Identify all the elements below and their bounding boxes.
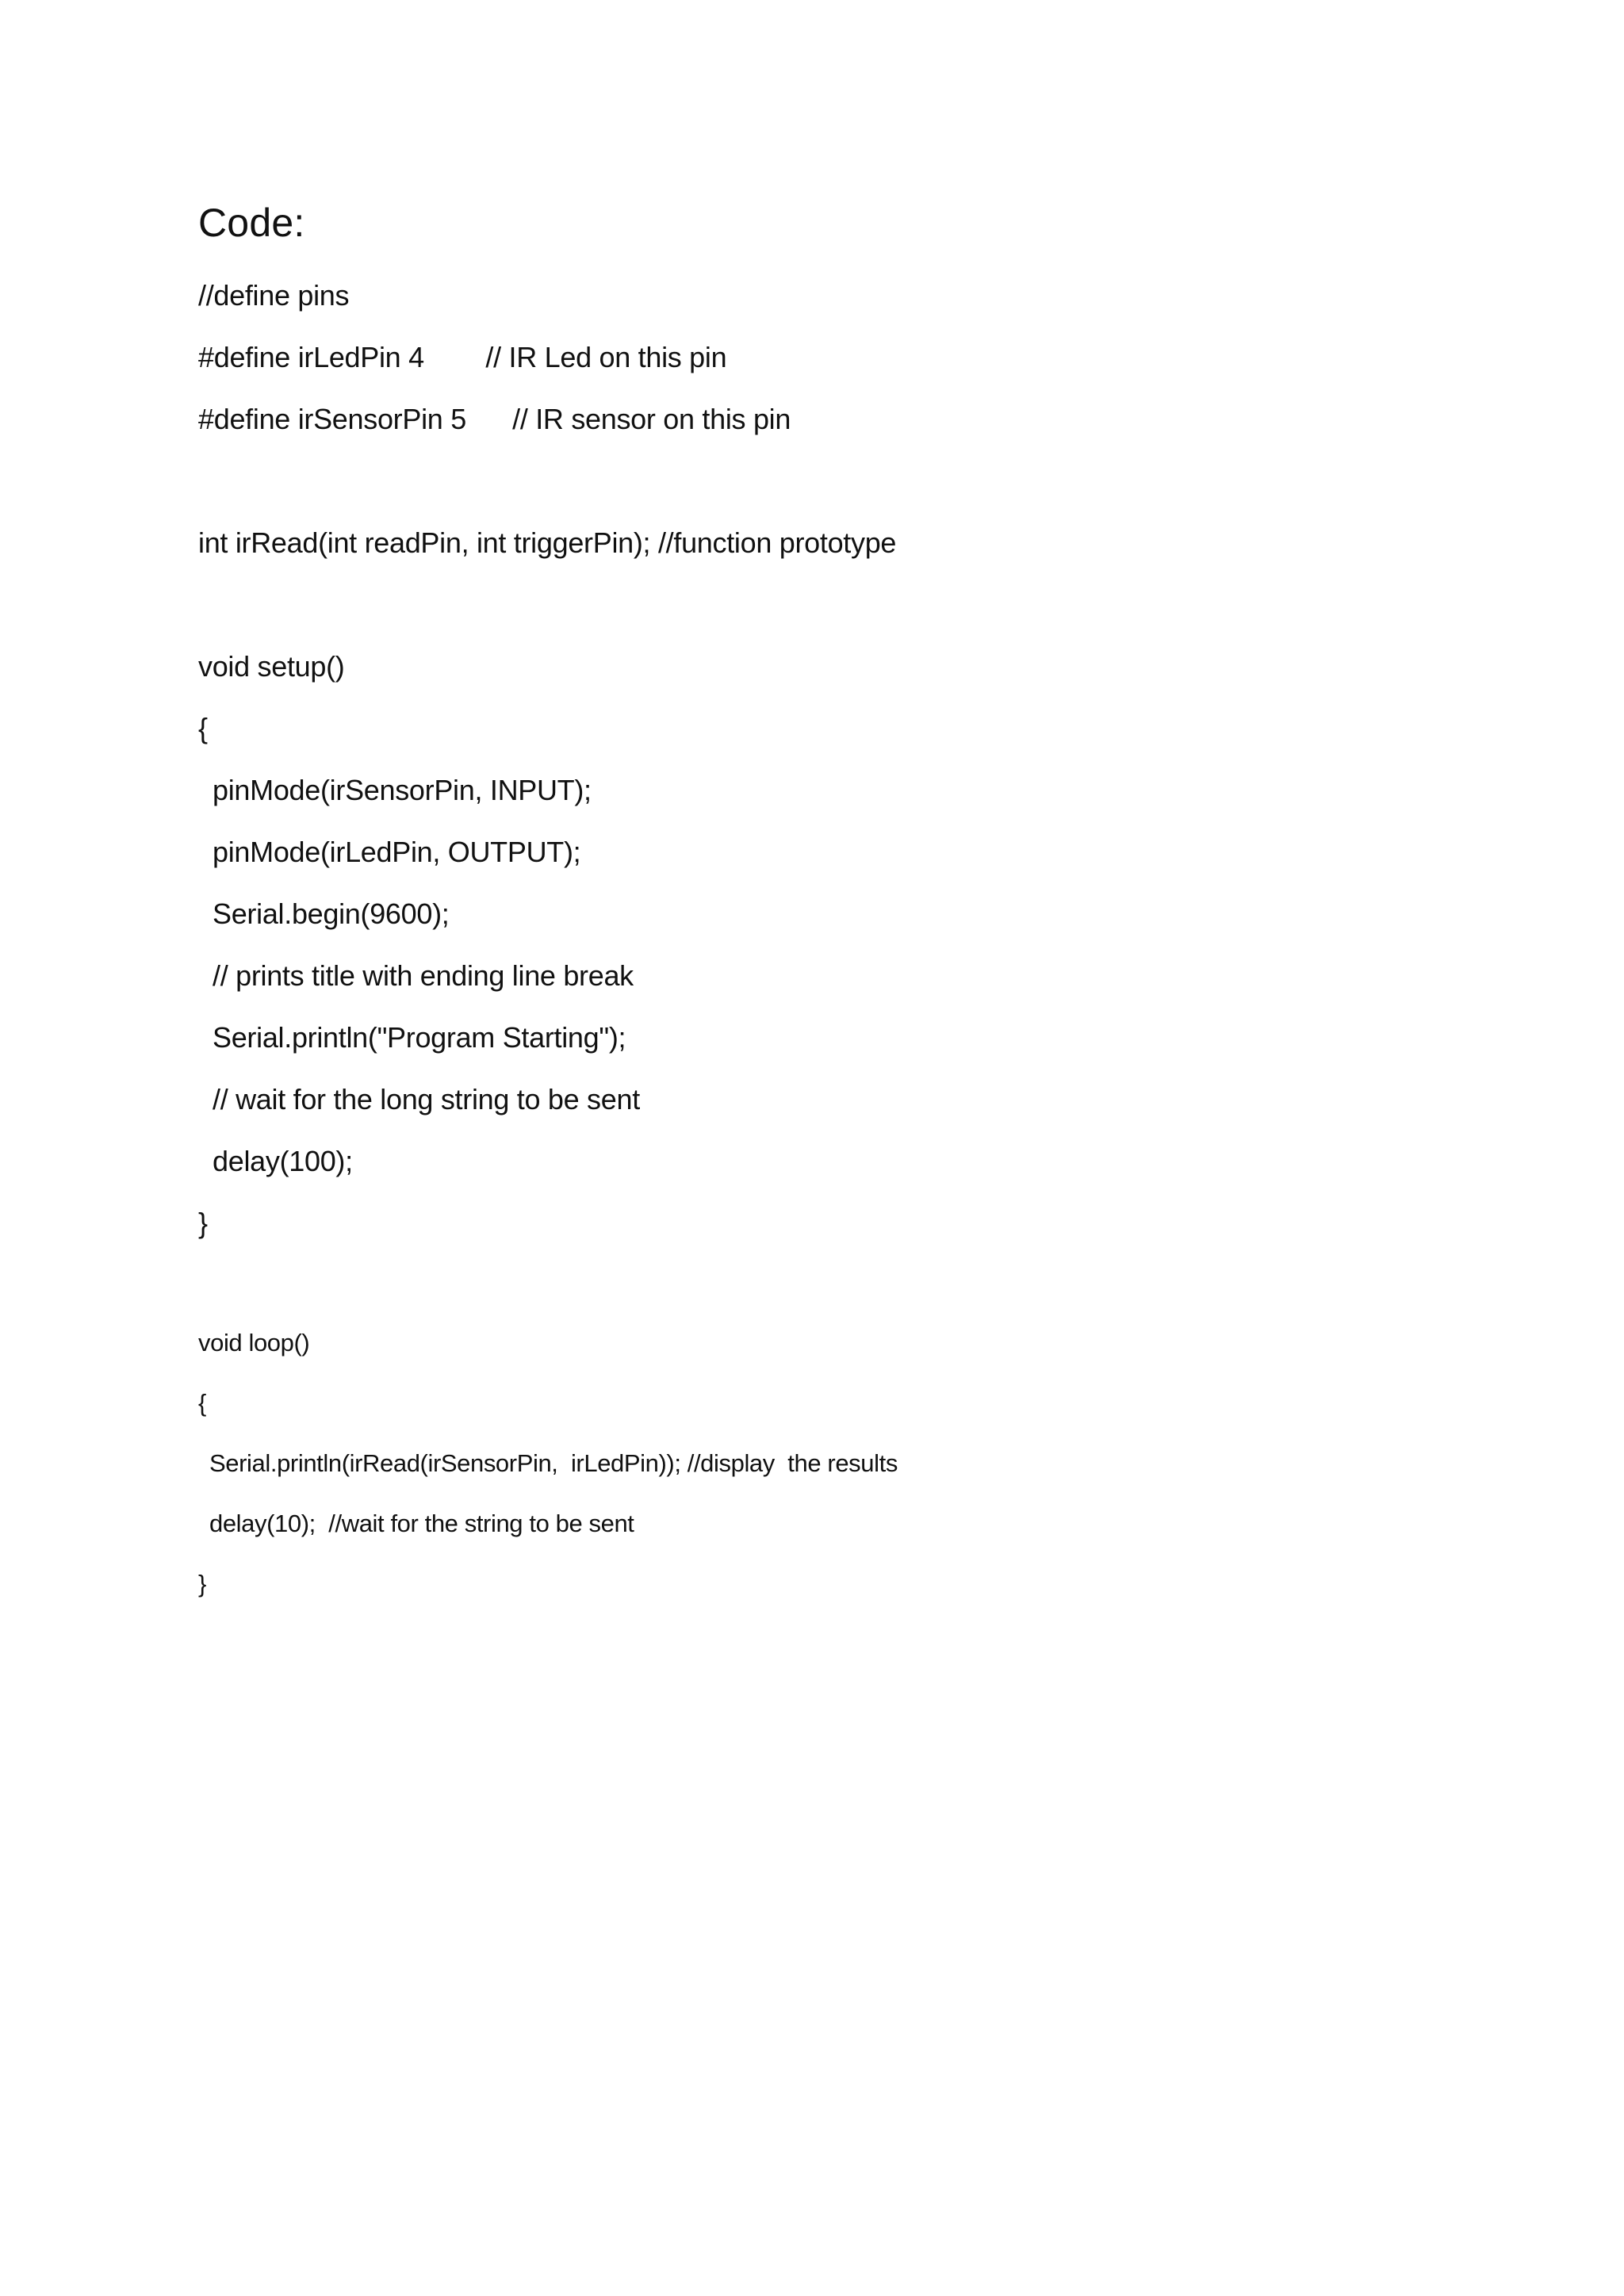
code-line: } bbox=[198, 1570, 206, 1598]
code-line: { bbox=[198, 1389, 206, 1417]
code-line: //define pins bbox=[198, 279, 350, 312]
page-heading: Code: bbox=[198, 201, 305, 245]
code-line: void setup() bbox=[198, 650, 345, 683]
code-line: delay(100); bbox=[213, 1145, 353, 1177]
code-line: delay(10); //wait for the string to be sent bbox=[209, 1510, 634, 1537]
code-line: { bbox=[198, 712, 208, 744]
code-line: int irRead(int readPin, int triggerPin); //function prototype bbox=[198, 526, 897, 559]
code-line: } bbox=[198, 1207, 208, 1239]
code-line: // prints title with ending line break bbox=[213, 959, 634, 992]
code-line: pinMode(irLedPin, OUTPUT); bbox=[213, 836, 581, 868]
code-line: Serial.println(irRead(irSensorPin, irLedPin)); //display the results bbox=[209, 1449, 898, 1477]
code-line: #define irLedPin 4 // IR Led on this pin bbox=[198, 341, 727, 373]
code-line: // wait for the long string to be sent bbox=[213, 1083, 640, 1115]
code-line: Serial.println("Program Starting"); bbox=[213, 1021, 626, 1054]
code-line: Serial.begin(9600); bbox=[213, 897, 450, 930]
code-line: #define irSensorPin 5 // IR sensor on this pin bbox=[198, 403, 791, 435]
code-line: pinMode(irSensorPin, INPUT); bbox=[213, 774, 592, 806]
code-line: void loop() bbox=[198, 1329, 310, 1357]
